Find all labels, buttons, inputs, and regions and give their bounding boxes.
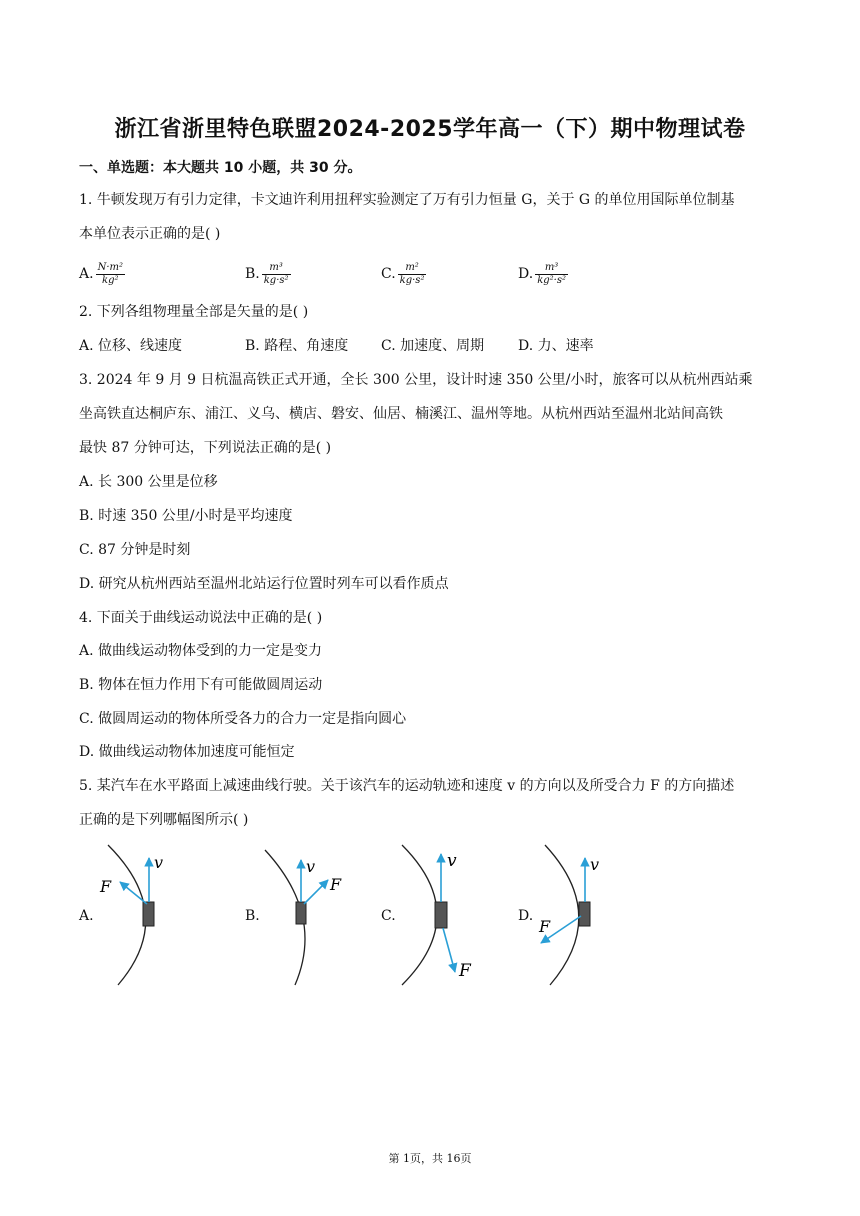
q1-option-c[interactable]: C. $\frac{\text{m²}}{\text{kg·s²}}$ (381, 262, 425, 286)
q2-stem: 2. 下列各组物理量全部是矢量的是( ) (79, 304, 309, 320)
q5-figure-b (260, 840, 360, 990)
q4-stem: 4. 下面关于曲线运动说法中正确的是( ) (79, 610, 323, 626)
q5-figure-d (535, 840, 635, 990)
q1-stem-line2: 本单位表示正确的是( ) (79, 226, 221, 242)
force-arrow (443, 928, 455, 972)
q2-option-d[interactable]: D. 力、速率 (518, 338, 594, 354)
q4-option-c[interactable]: C. 做圆周运动的物体所受各力的合力一定是指向圆心 (79, 711, 407, 727)
q5-option-a-label[interactable]: A. (79, 908, 94, 924)
page-footer: 第 1页，共 16页 (388, 1152, 472, 1165)
velocity-label: v (154, 853, 164, 872)
section-heading: 一、单选题：本大题共 10 小题，共 30 分。 (79, 160, 362, 176)
car-block (435, 902, 447, 928)
car-block (579, 902, 590, 926)
q3-option-b[interactable]: B. 时速 350 公里/小时是平均速度 (79, 508, 293, 524)
q5-option-c-label[interactable]: C. (381, 908, 396, 924)
q3-stem-line2: 坐高铁直达桐庐东、浦江、义乌、横店、磐安、仙居、楠溪江、温州等地。从杭州西站至温州北站间高铁 (79, 406, 723, 422)
q1-option-d[interactable]: D. $\frac{\text{m³}}{\text{kg²·s²}}$ (518, 262, 566, 286)
q2-option-a[interactable]: A. 位移、线速度 (79, 338, 183, 354)
q5-figure-c (397, 840, 497, 990)
trajectory-curve (108, 845, 146, 985)
q5-stem-line1: 5. 某汽车在水平路面上减速曲线行驶。关于该汽车的运动轨迹和速度 v 的方向以及所受合力 F 的方向描述 (79, 778, 735, 794)
q5-option-d-label[interactable]: D. (518, 908, 534, 924)
force-arrow (120, 882, 147, 904)
q3-stem-line1: 3. 2024 年 9 月 9 日杭温高铁正式开通，全长 300 公里，设计时速 350 公里/小时，旅客可以从杭州西站乘 (79, 372, 753, 388)
car-block (296, 902, 306, 924)
q2-option-b[interactable]: B. 路程、角速度 (245, 338, 349, 354)
q1-option-a[interactable]: A. $\frac{\text{N·m²}}{\text{kg²}}$ (79, 262, 123, 286)
q5-stem-line2: 正确的是下列哪幅图所示( ) (79, 812, 249, 828)
force-arrow (304, 880, 328, 904)
page-title: 浙江省浙里特色联盟2024-2025学年高一（下）期中物理试卷 (114, 117, 746, 142)
q3-stem-line3: 最快 87 分钟可达，下列说法正确的是( ) (79, 440, 332, 456)
trajectory-curve (402, 845, 437, 985)
q1-option-b[interactable]: B. $\frac{\text{m³}}{\text{kg·s²}}$ (245, 262, 289, 286)
force-label: F (100, 877, 112, 896)
q4-option-a[interactable]: A. 做曲线运动物体受到的力一定是变力 (79, 643, 323, 659)
force-label: F (330, 875, 342, 894)
velocity-label: v (306, 857, 316, 876)
q4-option-b[interactable]: B. 物体在恒力作用下有可能做圆周运动 (79, 677, 323, 693)
velocity-label: v (590, 855, 600, 874)
fraction: $\frac{\text{m³}}{\text{kg²·s²}}$ (537, 262, 566, 286)
force-label: F (459, 961, 471, 981)
fraction: $\frac{\text{m³}}{\text{kg·s²}}$ (263, 262, 289, 286)
fraction: $\frac{\text{N·m²}}{\text{kg²}}$ (97, 262, 123, 286)
q5-figure-a (98, 840, 198, 990)
q3-option-a[interactable]: A. 长 300 公里是位移 (79, 474, 218, 490)
q4-option-d[interactable]: D. 做曲线运动物体加速度可能恒定 (79, 744, 295, 760)
car-block (143, 902, 154, 926)
q1-stem-line1: 1. 牛顿发现万有引力定律，卡文迪许利用扭秤实验测定了万有引力恒量 G，关于 G 的单位用国际单位制基 (79, 192, 735, 208)
trajectory-curve (545, 845, 579, 985)
q5-option-b-label[interactable]: B. (245, 908, 260, 924)
velocity-label: v (447, 851, 457, 871)
q3-option-d[interactable]: D. 研究从杭州西站至温州北站运行位置时列车可以看作质点 (79, 576, 449, 592)
q2-option-c[interactable]: C. 加速度、周期 (381, 338, 485, 354)
q3-option-c[interactable]: C. 87 分钟是时刻 (79, 542, 191, 558)
fraction: $\frac{\text{m²}}{\text{kg·s²}}$ (399, 262, 425, 286)
force-label: F (539, 917, 551, 936)
